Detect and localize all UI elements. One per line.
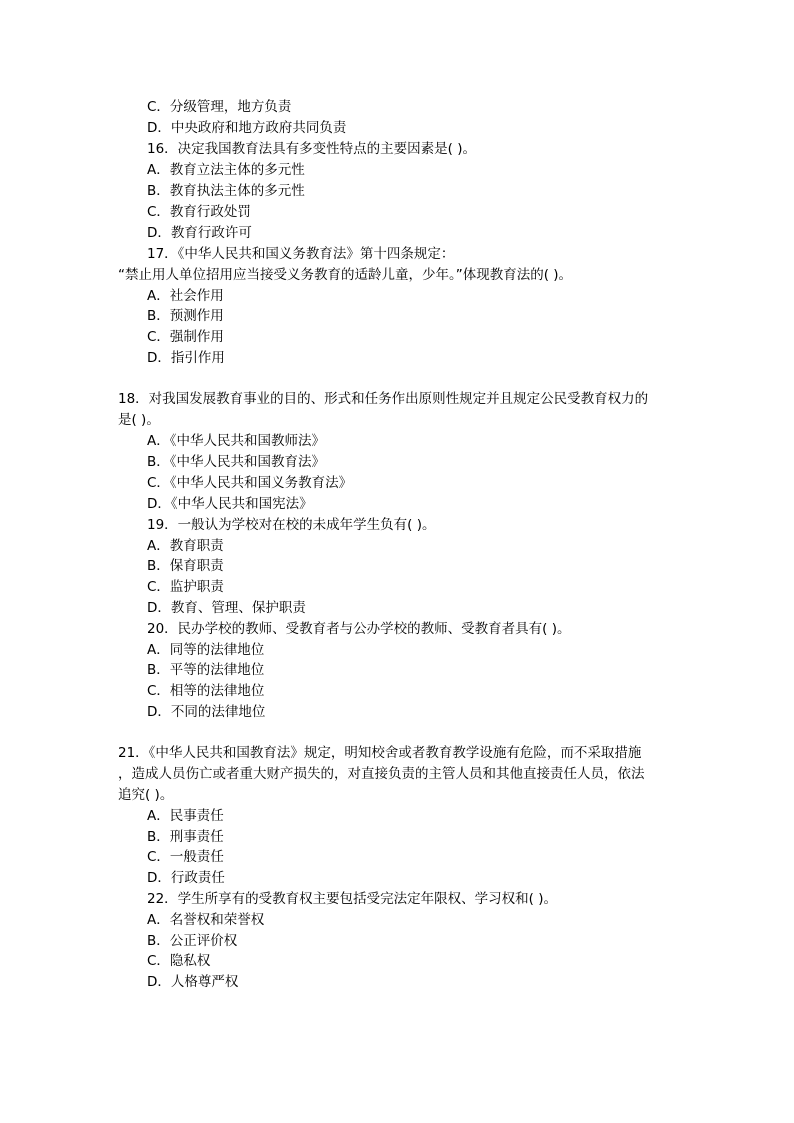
- option-d-q21: D．行政责任: [147, 870, 225, 886]
- question-21-cont-2: 追究( )。: [118, 787, 174, 803]
- option-a-q16: A．教育立法主体的多元性: [147, 162, 305, 178]
- option-b-q20: B．平等的法律地位: [147, 662, 265, 678]
- option-d-q16: D．教育行政许可: [147, 225, 252, 241]
- option-c-q17: C．强制作用: [147, 329, 224, 345]
- question-21: 21．《中华人民共和国教育法》规定，明知校舍或者教育教学设施有危险，而不采取措施: [118, 745, 642, 761]
- option-d-q15: D．中央政府和地方政府共同负责: [147, 120, 347, 136]
- option-c-q19: C．监护职责: [147, 579, 224, 595]
- option-b-q16: B．教育执法主体的多元性: [147, 183, 305, 199]
- option-d-q18: D．《中华人民共和国宪法》: [147, 496, 313, 512]
- option-a-q18: A．《中华人民共和国教师法》: [147, 433, 325, 449]
- option-c-q20: C．相等的法律地位: [147, 683, 265, 699]
- option-b-q22: B．公正评价权: [147, 933, 238, 949]
- option-b-q17: B．预测作用: [147, 308, 224, 324]
- option-b-q19: B．保育职责: [147, 558, 224, 574]
- option-c-q21: C．一般责任: [147, 849, 224, 865]
- option-c-q22: C．隐私权: [147, 953, 211, 969]
- question-18-cont: 是( )。: [118, 412, 160, 428]
- option-c-q16: C．教育行政处罚: [147, 204, 251, 220]
- option-d-q22: D．人格尊严权: [147, 974, 239, 990]
- option-a-q17: A．社会作用: [147, 288, 224, 304]
- option-a-q19: A．教育职责: [147, 538, 224, 554]
- option-d-q20: D．不同的法律地位: [147, 704, 266, 720]
- option-b-q21: B．刑事责任: [147, 829, 224, 845]
- question-17: 17．《中华人民共和国义务教育法》第十四条规定：: [147, 246, 455, 262]
- option-b-q18: B．《中华人民共和国教育法》: [147, 454, 326, 470]
- question-17-quote: “禁止用人单位招用应当接受义务教育的适龄儿童，少年。”体现教育法的( )。: [118, 267, 573, 283]
- option-c-q18: C．《中华人民共和国义务教育法》: [147, 475, 353, 491]
- question-21-cont-1: ，造成人员伤亡或者重大财产损失的，对直接负责的主管人员和其他直接责任人员，依法: [118, 766, 645, 782]
- option-a-q20: A．同等的法律地位: [147, 642, 265, 658]
- question-20: 20．民办学校的教师、受教育者与公办学校的教师、受教育者具有( )。: [147, 621, 571, 637]
- option-d-q19: D．教育、管理、保护职责: [147, 600, 306, 616]
- option-a-q21: A．民事责任: [147, 808, 224, 824]
- question-16: 16．决定我国教育法具有多变性特点的主要因素是( )。: [147, 141, 477, 157]
- option-a-q22: A．名誉权和荣誉权: [147, 912, 265, 928]
- question-18: 18．对我国发展教育事业的目的、形式和任务作出原则性规定并且规定公民受教育权力的: [118, 391, 649, 407]
- question-19: 19．一般认为学校对在校的未成年学生负有( )。: [147, 517, 436, 533]
- option-c-q15: C．分级管理，地方负责: [147, 99, 292, 115]
- question-22: 22．学生所享有的受教育权主要包括受完法定年限权、学习权和( )。: [147, 891, 558, 907]
- option-d-q17: D．指引作用: [147, 350, 225, 366]
